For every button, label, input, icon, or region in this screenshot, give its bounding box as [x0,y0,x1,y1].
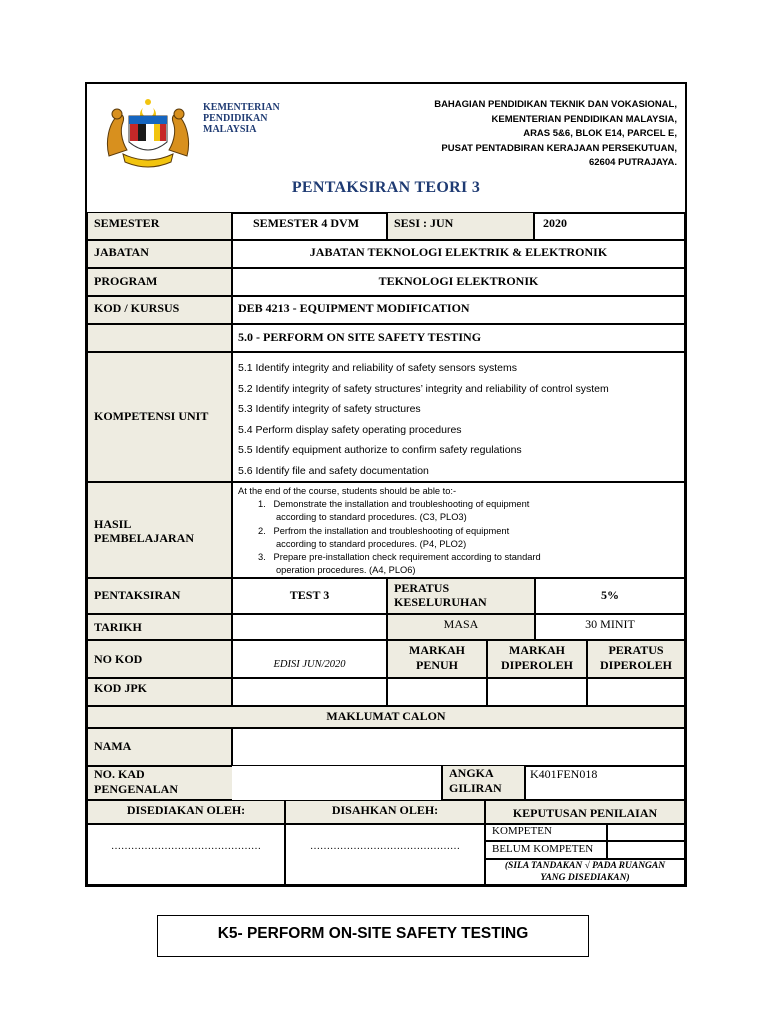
hasil-item-text: Prepare pre-installation check requirement according to standard [273,552,541,563]
disahkan-label: DISAHKAN OLEH: [285,800,485,824]
hasil-item [238,498,679,511]
angka-value: K401FEN018 [525,766,685,800]
nama-field[interactable] [232,728,685,766]
kompetensi-item: 5.6 Identify file and safety documentation [238,464,429,477]
peratus-diperoleh-label [587,640,685,678]
address-line: KEMENTERIAN PENDIDIKAN MALAYSIA, [491,113,677,125]
hasil-label [87,482,232,578]
semester-label: SEMESTER [87,212,232,240]
hasil-item-num: 1. [258,499,266,510]
belum-kompeten-checkbox[interactable] [607,841,685,859]
jabatan-value: JABATAN TEKNOLOGI ELEKTRIK & ELEKTRONIK [232,240,685,268]
markah-penuh-field[interactable] [387,678,487,706]
tarikh-label: TARIKH [87,614,232,640]
address-line: BAHAGIAN PENDIDIKAN TEKNIK DAN VOKASIONAL, [434,99,677,110]
kompetensi-item: 5.5 Identify equipment authorize to confirm safety regulations [238,444,522,457]
markah-diperoleh-line: MARKAH [509,643,565,657]
peratus-label [387,578,535,614]
ministry-line: MALAYSIA [203,124,257,135]
kompetensi-item: 5.2 Identify integrity of safety structures’ integrity and reliability of control system [238,382,609,395]
address-line: 62604 PUTRAJAYA. [588,157,677,168]
masa-value: 30 MINIT [535,614,685,640]
unit-title: 5.0 - PERFORM ON SITE SAFETY TESTING [232,324,685,352]
assessment-form [85,82,687,887]
page-title: PENTAKSIRAN TEORI 3 [291,179,481,196]
ministry-name [203,102,280,135]
belum-kompeten-label: BELUM KOMPETEN [485,841,607,859]
peratus-diperoleh-line: DIPEROLEH [599,658,672,672]
hasil-label-line: HASIL [94,517,132,531]
form-header [87,84,685,214]
kompeten-label: KOMPETEN [485,824,607,841]
sesi-label: SESI : JUN [387,212,534,240]
nokad-label [87,766,232,800]
disediakan-label: DISEDIAKAN OLEH: [87,800,285,824]
nokad-label-line: PENGENALAN [94,782,179,796]
hasil-item [238,551,679,564]
hasil-item-text: according to standard procedures. (P4, PLO2) [276,538,467,549]
nama-label: NAMA [87,728,232,766]
kompetensi-item: 5.3 Identify integrity of safety structures [238,403,421,416]
kod-value: DEB 4213 - EQUIPMENT MODIFICATION [232,296,685,324]
pentaksiran-value: TEST 3 [232,578,387,614]
hasil-intro: At the end of the course, students should be able to:- [238,486,457,496]
malaysia-coat-of-arms-icon [103,96,193,168]
peratus-label-line: PERATUS [394,581,450,595]
kod-label: KOD / KURSUS [87,296,232,324]
hasil-item [238,525,679,538]
hasil-item-num: 2. [258,525,266,536]
markah-diperoleh-line: DIPEROLEH [500,658,573,672]
disahkan-signature[interactable]: ……………………………………… [285,824,485,885]
program-value: TEKNOLOGI ELEKTRONIK [232,268,685,296]
ministry-line: PENDIDIKAN [203,113,268,124]
note-line: (SILA TANDAKAN √ PADA RUANGAN [504,861,666,871]
markah-diperoleh-label [487,640,587,678]
peratus-diperoleh-field[interactable] [587,678,685,706]
masa-label: MASA [387,614,535,640]
tarikh-field[interactable] [232,614,387,640]
tick-instruction-note [485,859,685,885]
hasil-label-line: PEMBELAJARAN [94,531,195,545]
markah-penuh-line: MARKAH [409,643,465,657]
peratus-label-line: KESELURUHAN [394,595,487,609]
nokad-label-line: NO. KAD [94,767,145,781]
kompetensi-list [232,352,685,482]
ministry-line: KEMENTERIAN [203,102,280,113]
kompetensi-item: 5.1 Identify integrity and reliability of safety sensors systems [238,362,517,374]
year-value: 2020 [534,212,685,240]
markah-penuh-line: PENUH [416,658,458,672]
hasil-item-text: operation procedures. (A4, PLO6) [276,565,416,576]
semester-value: SEMESTER 4 DVM [232,212,387,240]
angka-label [442,766,525,800]
hasil-item-text: Perfrom the installation and troubleshooting of equipment [273,525,510,536]
kompetensi-item: 5.4 Perform display safety operating procedures [238,423,462,436]
hasil-content [232,482,685,578]
program-label: PROGRAM [87,268,232,296]
keputusan-label: KEPUTUSAN PENILAIAN [485,800,685,824]
kompetensi-label: KOMPETENSI UNIT [87,352,232,482]
markah-penuh-label [387,640,487,678]
note-line: YANG DISEDIAKAN) [540,872,630,883]
angka-label-line: GILIRAN [449,781,502,795]
address-line: ARAS 5&6, BLOK E14, PARCEL E, [523,128,677,139]
kodjpk-field[interactable] [232,678,387,706]
hasil-item-num: 3. [258,552,266,563]
peratus-value: 5% [535,578,685,614]
address-block [434,98,677,171]
maklumat-calon-header: MAKLUMAT CALON [87,706,685,728]
nokod-label: NO KOD [87,640,232,678]
nokad-field[interactable] [232,766,442,800]
jabatan-label: JABATAN [87,240,232,268]
angka-label-line: ANGKA [449,766,494,780]
disediakan-signature[interactable]: ……………………………………… [87,824,285,885]
hasil-item-text: according to standard procedures. (C3, PLO3) [276,512,467,523]
peratus-diperoleh-line: PERATUS [608,643,664,657]
kompeten-checkbox[interactable] [607,824,685,841]
hasil-item-text: Demonstrate the installation and troubleshooting of equipment [273,499,530,510]
markah-diperoleh-field[interactable] [487,678,587,706]
k5-title-box: K5- PERFORM ON-SITE SAFETY TESTING [157,915,589,957]
edisi-value: EDISI JUN/2020 [232,640,387,678]
address-line: PUSAT PENTADBIRAN KERAJAAN PERSEKUTUAN, [441,142,677,154]
pentaksiran-label: PENTAKSIRAN [87,578,232,614]
unit-blank-label [87,324,232,352]
kodjpk-label: KOD JPK [87,678,232,706]
